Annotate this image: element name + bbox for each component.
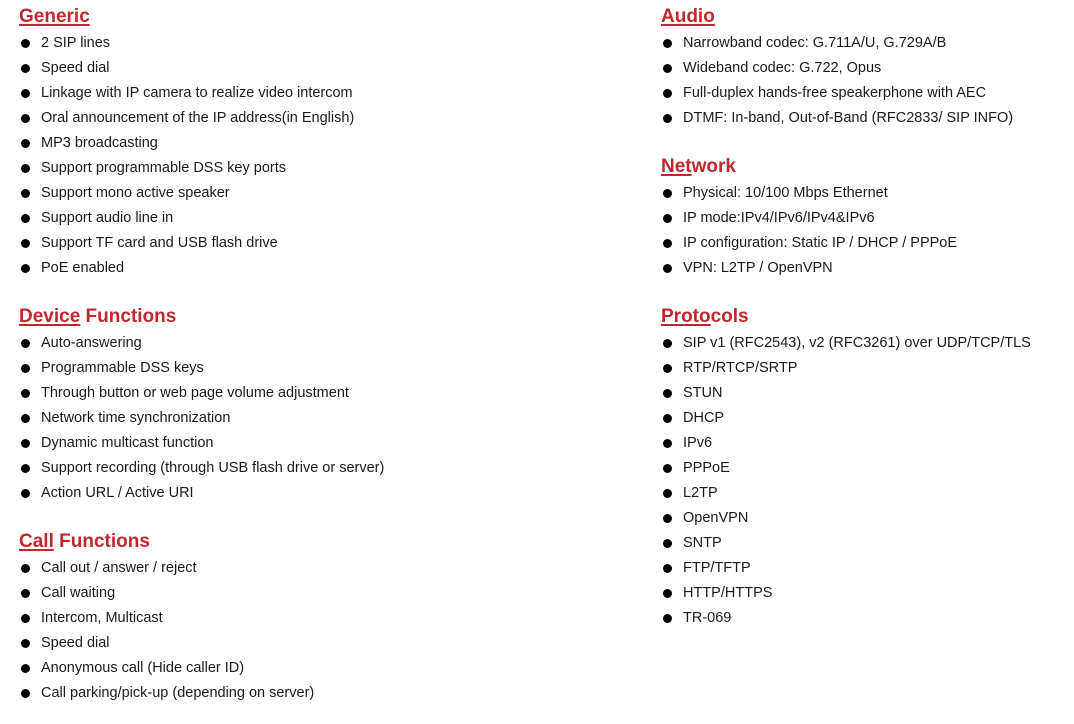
bullet-icon	[663, 614, 672, 623]
list-item-text: Auto-answering	[41, 335, 142, 351]
bullet-icon	[21, 689, 30, 698]
list-item-text: FTP/TFTP	[683, 560, 751, 576]
section-title-protocols	[661, 305, 749, 329]
list-item	[661, 106, 1013, 131]
list-item	[19, 106, 354, 131]
list-item	[19, 381, 384, 406]
bullet-icon	[663, 39, 672, 48]
bullet-icon	[663, 439, 672, 448]
list-item-text: 2 SIP lines	[41, 35, 111, 51]
list-item	[661, 531, 1031, 556]
list-item	[19, 31, 354, 56]
bullet-icon	[663, 114, 672, 123]
bullet-icon	[663, 489, 672, 498]
list-item-text: Support recording (through USB flash drive or server)	[41, 460, 385, 476]
bullet-icon	[663, 189, 672, 198]
bullet-icon	[21, 264, 30, 273]
bullet-icon	[663, 539, 672, 548]
list-item	[661, 31, 1013, 56]
list-item-text: Network time synchronization	[41, 410, 231, 426]
list-item	[19, 431, 384, 456]
list-item-text: Call waiting	[41, 585, 116, 601]
section-title-rest: cols	[710, 306, 749, 327]
list-item-text: Intercom, Multicast	[41, 610, 163, 626]
list-item-text: Call parking/pick-up (depending on server)	[41, 685, 315, 701]
list-item	[19, 481, 384, 506]
bullet-icon	[21, 364, 30, 373]
list-item-text: Support audio line in	[41, 210, 174, 226]
section-title-underlined-part: Call	[19, 531, 54, 552]
list-item	[19, 606, 314, 631]
bullet-icon	[663, 214, 672, 223]
bullet-icon	[21, 139, 30, 148]
list-item	[19, 681, 314, 706]
list-item	[19, 131, 354, 156]
list-item-text: Narrowband codec: G.711A/U, G.729A/B	[683, 35, 947, 51]
list-item-text: Speed dial	[41, 635, 110, 651]
list-item-text: L2TP	[683, 485, 718, 501]
list-item	[661, 256, 957, 281]
list-item-text: IP configuration: Static IP / DHCP / PPPoE	[683, 235, 958, 251]
section-title-network	[661, 155, 736, 179]
list-item-text: VPN: L2TP / OpenVPN	[683, 260, 833, 276]
list-item	[19, 331, 384, 356]
list-item	[661, 56, 1013, 81]
list-item	[661, 431, 1031, 456]
bullet-icon	[21, 564, 30, 573]
list-item-text: HTTP/HTTPS	[683, 585, 773, 601]
list-item-text: Speed dial	[41, 60, 110, 76]
list-item-text: Oral announcement of the IP address(in English)	[41, 110, 355, 126]
bullet-icon	[663, 464, 672, 473]
bullet-icon	[21, 89, 30, 98]
list-item	[19, 56, 354, 81]
feature-list-call-functions	[19, 556, 314, 706]
section-title-audio	[661, 5, 715, 29]
section-title-device-functions	[19, 305, 176, 329]
bullet-icon	[663, 364, 672, 373]
list-item	[19, 231, 354, 256]
list-item	[19, 556, 314, 581]
feature-list-protocols	[661, 331, 1031, 631]
list-item	[661, 206, 957, 231]
bullet-icon	[21, 489, 30, 498]
bullet-icon	[663, 239, 672, 248]
list-item	[19, 631, 314, 656]
feature-list-network	[661, 181, 957, 281]
list-item-text: Through button or web page volume adjustment	[41, 385, 349, 401]
section-title-generic	[19, 5, 90, 29]
list-item	[661, 481, 1031, 506]
list-item	[19, 156, 354, 181]
list-item-text: PPPoE	[683, 460, 730, 476]
list-item	[19, 356, 384, 381]
list-item-text: TR-069	[683, 610, 732, 626]
list-item	[661, 381, 1031, 406]
list-item	[661, 456, 1031, 481]
bullet-icon	[663, 589, 672, 598]
list-item-text: DTMF: In-band, Out-of-Band (RFC2833/ SIP INFO)	[683, 110, 1014, 126]
list-item	[19, 406, 384, 431]
bullet-icon	[21, 389, 30, 398]
list-item-text: Programmable DSS keys	[41, 360, 204, 376]
list-item-text: Action URL / Active URI	[41, 485, 194, 501]
section-title-underlined-part: Device	[19, 306, 81, 327]
feature-list-generic	[19, 31, 354, 281]
bullet-icon	[663, 264, 672, 273]
list-item-text: Physical: 10/100 Mbps Ethernet	[683, 185, 888, 201]
list-item-text: Anonymous call (Hide caller ID)	[41, 660, 245, 676]
list-item-text: SIP v1 (RFC2543), v2 (RFC3261) over UDP/TCP/TLS	[683, 335, 1031, 351]
list-item	[19, 206, 354, 231]
list-item-text: Full-duplex hands-free speakerphone with AEC	[683, 85, 987, 101]
list-item-text: DHCP	[683, 410, 725, 426]
list-item-text: Dynamic multicast function	[41, 435, 214, 451]
section-title-underlined-part: Net	[661, 156, 692, 177]
list-item	[19, 581, 314, 606]
list-item-text: OpenVPN	[683, 510, 749, 526]
section-title-underlined-part: Generic	[19, 6, 90, 27]
list-item	[19, 656, 314, 681]
list-item-text: Call out / answer / reject	[41, 560, 197, 576]
list-item	[661, 356, 1031, 381]
list-item-text: MP3 broadcasting	[41, 135, 158, 151]
list-item	[661, 231, 957, 256]
list-item-text: STUN	[683, 385, 723, 401]
section-title-call-functions	[19, 530, 150, 554]
section-title-rest: Functions	[80, 306, 177, 327]
list-item	[661, 81, 1013, 106]
feature-list-device-functions	[19, 331, 384, 506]
list-item-text: Wideband codec: G.722, Opus	[683, 60, 882, 76]
list-item-text: PoE enabled	[41, 260, 125, 276]
list-item	[661, 556, 1031, 581]
list-item	[19, 181, 354, 206]
list-item-text: SNTP	[683, 535, 722, 551]
list-item	[661, 181, 957, 206]
bullet-icon	[663, 389, 672, 398]
section-title-rest: work	[691, 156, 736, 177]
bullet-icon	[21, 239, 30, 248]
bullet-icon	[21, 189, 30, 198]
bullet-icon	[21, 164, 30, 173]
bullet-icon	[21, 639, 30, 648]
feature-list-audio	[661, 31, 1013, 131]
bullet-icon	[663, 89, 672, 98]
bullet-icon	[21, 114, 30, 123]
list-item	[661, 581, 1031, 606]
list-item	[661, 606, 1031, 631]
list-item-text: Linkage with IP camera to realize video intercom	[41, 85, 353, 101]
list-item-text: IPv6	[683, 435, 713, 451]
bullet-icon	[21, 614, 30, 623]
bullet-icon	[663, 339, 672, 348]
bullet-icon	[663, 64, 672, 73]
bullet-icon	[21, 589, 30, 598]
list-item	[19, 81, 354, 106]
bullet-icon	[21, 464, 30, 473]
bullet-icon	[21, 39, 30, 48]
list-item	[661, 406, 1031, 431]
bullet-icon	[663, 564, 672, 573]
list-item-text: Support mono active speaker	[41, 185, 230, 201]
list-item	[661, 331, 1031, 356]
bullet-icon	[21, 64, 30, 73]
bullet-icon	[663, 414, 672, 423]
list-item	[19, 256, 354, 281]
list-item-text: RTP/RTCP/SRTP	[683, 360, 798, 376]
section-title-underlined-part: Audio	[661, 6, 715, 27]
bullet-icon	[21, 439, 30, 448]
list-item	[19, 456, 384, 481]
list-item-text: Support TF card and USB flash drive	[41, 235, 278, 251]
list-item-text: IP mode:IPv4/IPv6/IPv4&IPv6	[683, 210, 875, 226]
bullet-icon	[21, 339, 30, 348]
bullet-icon	[21, 664, 30, 673]
list-item	[661, 506, 1031, 531]
bullet-icon	[663, 514, 672, 523]
list-item-text: Support programmable DSS key ports	[41, 160, 286, 176]
section-title-rest: Functions	[53, 531, 150, 552]
bullet-icon	[21, 414, 30, 423]
section-title-underlined-part: Proto	[661, 306, 711, 327]
bullet-icon	[21, 214, 30, 223]
